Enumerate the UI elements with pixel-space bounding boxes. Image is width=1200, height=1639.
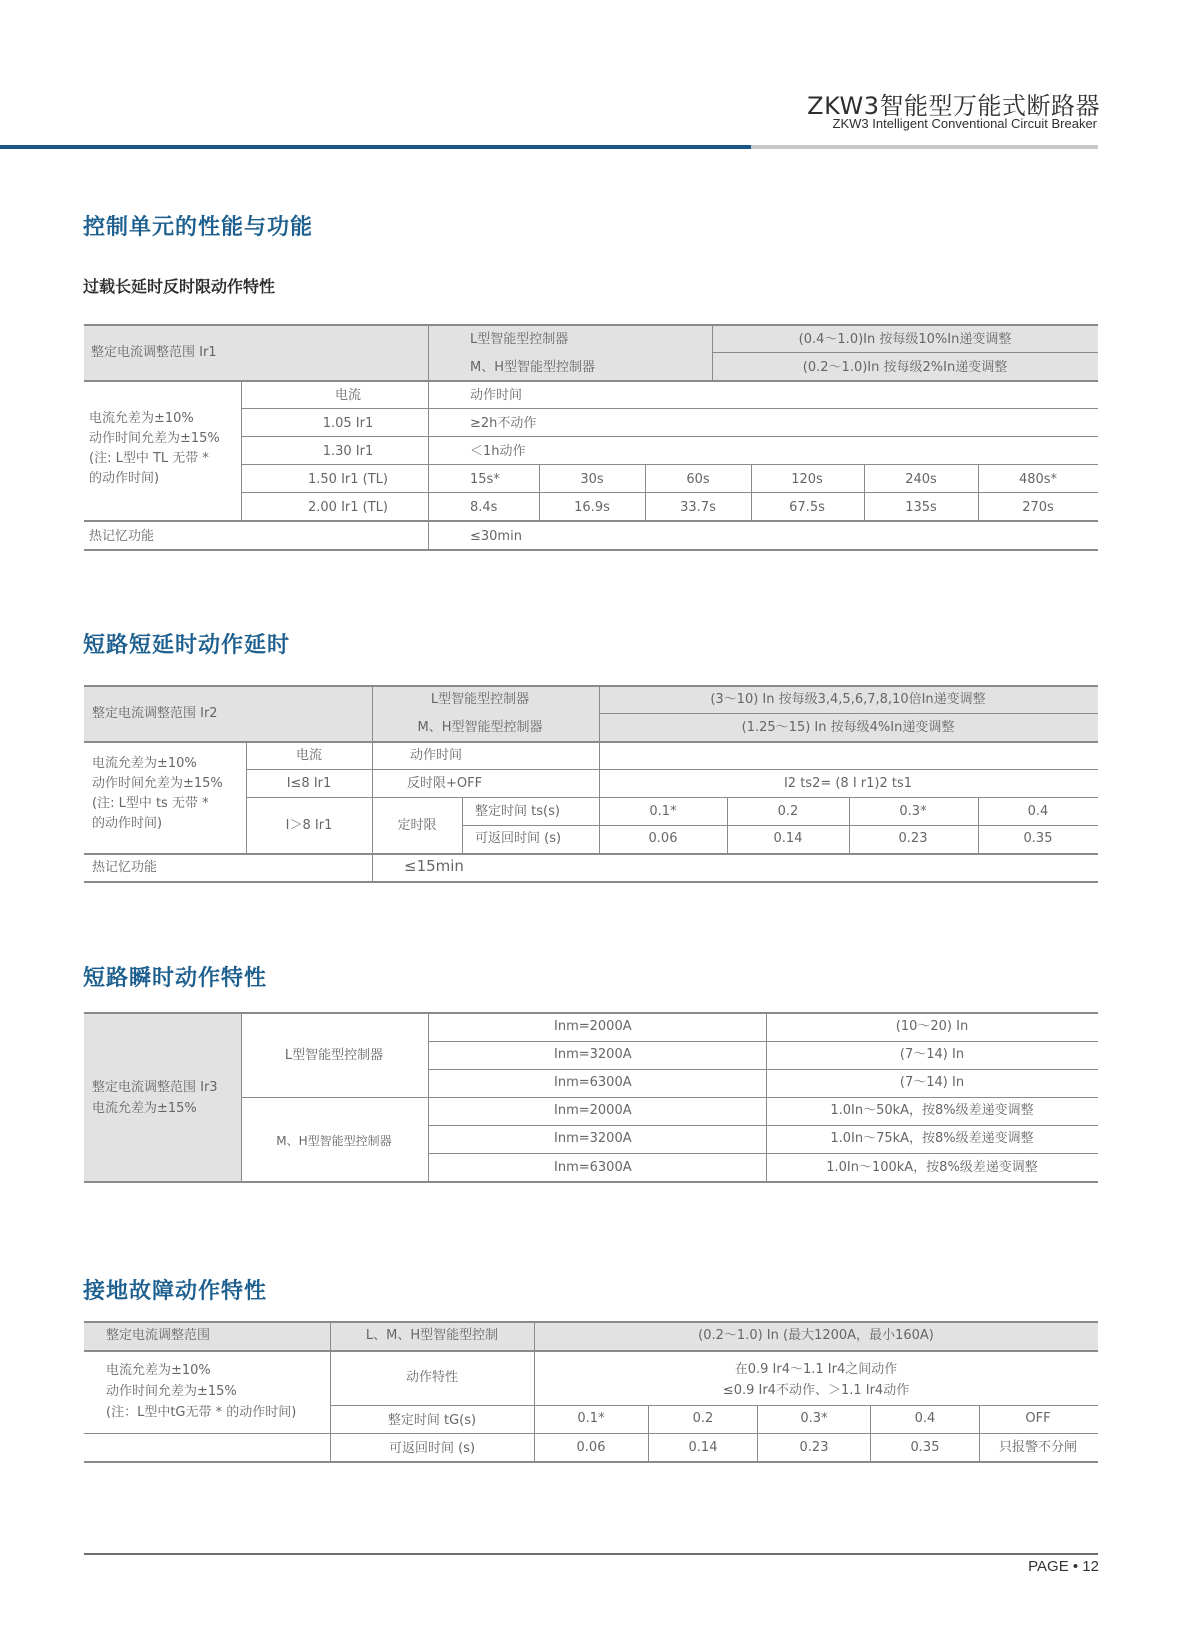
rule bbox=[246, 797, 1098, 798]
mh-controller-label: M、H型智能型控制器 bbox=[417, 720, 543, 735]
setting-value: 0.1* bbox=[577, 1411, 605, 1426]
rule bbox=[330, 1405, 1098, 1406]
rule bbox=[462, 825, 1098, 826]
l-range-value: (3～10) In 按每级3,4,5,6,7,8,10倍In递变调整 bbox=[710, 692, 986, 707]
return-value: 0.14 bbox=[688, 1440, 718, 1455]
mh-controller-label: M、H型智能型控制器 bbox=[276, 1134, 392, 1148]
rule bbox=[241, 1097, 1098, 1098]
rule bbox=[428, 1125, 1098, 1126]
setting-value: 0.1* bbox=[649, 804, 677, 819]
setting-value: 0.4 bbox=[1027, 804, 1049, 819]
rule bbox=[428, 1012, 429, 1182]
tl-value: 480s* bbox=[1018, 472, 1058, 487]
rule bbox=[428, 1069, 1098, 1070]
rule bbox=[428, 1041, 1098, 1042]
rule bbox=[84, 1321, 1098, 1323]
setting-value: 0.3* bbox=[899, 804, 927, 819]
note-line: (注: L型中 TL 无带 * bbox=[89, 451, 209, 466]
l-controller-label: L型智能型控制器 bbox=[284, 1048, 384, 1063]
rule bbox=[330, 1321, 331, 1462]
inm-cell: Inm=6300A bbox=[554, 1075, 632, 1090]
range-label: 整定电流调整范围 Ir1 bbox=[91, 345, 217, 360]
rule bbox=[84, 1012, 1098, 1014]
rule bbox=[599, 713, 1098, 714]
range-cell: (10～20) In bbox=[895, 1019, 969, 1034]
rule bbox=[534, 1321, 535, 1462]
rule bbox=[84, 853, 1098, 855]
rule bbox=[84, 685, 1098, 687]
tolerance-note bbox=[92, 754, 223, 834]
tl-value: 8.4s bbox=[470, 500, 498, 515]
rule bbox=[84, 1181, 1098, 1183]
rule bbox=[712, 352, 1098, 353]
range-cell: (7～14) In bbox=[899, 1075, 965, 1090]
rule bbox=[246, 769, 1098, 770]
section-title-short-delay: 短路短延时动作延时 bbox=[83, 633, 291, 658]
rule bbox=[246, 741, 247, 853]
tolerance-note bbox=[89, 409, 220, 489]
time-cell: 反时限+OFF bbox=[407, 776, 483, 791]
rule bbox=[757, 1405, 758, 1461]
inm-cell: Inm=3200A bbox=[554, 1047, 632, 1062]
rule bbox=[979, 1405, 980, 1461]
rule bbox=[648, 1405, 649, 1461]
setting-value: 0.4 bbox=[914, 1411, 936, 1426]
return-value: 0.06 bbox=[648, 831, 678, 846]
header-accent-bar bbox=[0, 145, 751, 149]
tl-value: 67.5s bbox=[789, 500, 825, 515]
rule bbox=[766, 1012, 767, 1182]
l-controller-label: L型智能型控制器 bbox=[470, 332, 569, 347]
tl-value: 240s bbox=[905, 472, 937, 487]
subsection-title-overload: 过载长延时反时限动作特性 bbox=[83, 277, 276, 296]
rule bbox=[539, 464, 540, 520]
setting-value: 0.2 bbox=[777, 804, 799, 819]
note-line: (注：L型中tG无带 * 的动作时间) bbox=[106, 1405, 297, 1420]
tl-value: 16.9s bbox=[574, 500, 610, 515]
range-value: (0.2～1.0) In (最大1200A，最小160A) bbox=[698, 1328, 934, 1343]
inm-cell: Inm=6300A bbox=[554, 1160, 632, 1175]
rule bbox=[978, 797, 979, 853]
rule bbox=[241, 464, 1098, 465]
rule bbox=[241, 380, 242, 520]
rule bbox=[645, 464, 646, 520]
rule bbox=[84, 741, 1098, 743]
time-cell: ＜1h动作 bbox=[470, 444, 526, 459]
document-title-cn: ZKW3智能型万能式断路器 bbox=[807, 92, 1100, 120]
tl-value: 60s bbox=[686, 472, 710, 487]
rule bbox=[462, 797, 463, 853]
range-label-line: 整定电流调整范围 Ir3 bbox=[92, 1080, 218, 1095]
thermal-memory-value: ≤15min bbox=[404, 857, 464, 875]
rule bbox=[84, 1461, 1098, 1463]
col-time-header: 动作时间 bbox=[410, 748, 463, 763]
return-value: 0.14 bbox=[773, 831, 803, 846]
range-cell: 1.0In～100kA，按8%级差递变调整 bbox=[826, 1160, 1038, 1175]
time-cell: ≥2h不动作 bbox=[470, 416, 537, 431]
rule bbox=[599, 685, 600, 853]
characteristic-line: ≤0.9 Ir4不动作、＞1.1 Ir4动作 bbox=[722, 1383, 910, 1398]
range-label: 整定电流调整范围 Ir2 bbox=[92, 706, 218, 721]
rule bbox=[849, 797, 850, 853]
thermal-memory-value: ≤30min bbox=[470, 529, 522, 544]
thermal-memory-label: 热记忆功能 bbox=[89, 529, 155, 544]
section-title-ground-fault: 接地故障动作特性 bbox=[83, 1279, 268, 1304]
section-title-control-unit: 控制单元的性能与功能 bbox=[83, 215, 314, 240]
tl-value: 120s bbox=[791, 472, 823, 487]
page-number: PAGE • 12 bbox=[1028, 1558, 1099, 1575]
rule bbox=[241, 408, 1098, 409]
setting-value: 0.2 bbox=[692, 1411, 714, 1426]
definite-time-label: 定时限 bbox=[397, 818, 437, 833]
inverse-time-formula: I2 ts2= (8 I r1)2 ts1 bbox=[783, 776, 913, 791]
tl-value: 15s* bbox=[470, 472, 500, 487]
rule bbox=[84, 549, 1098, 551]
col-time-header: 动作时间 bbox=[470, 388, 523, 403]
rule bbox=[84, 520, 1098, 522]
range-label-line: 电流允差为±15% bbox=[92, 1101, 197, 1116]
inm-cell: Inm=2000A bbox=[554, 1103, 632, 1118]
note-line: 动作时间允差为±15% bbox=[89, 431, 220, 446]
setting-time-label: 整定时间 tG(s) bbox=[387, 1413, 477, 1428]
note-line: 动作时间允差为±15% bbox=[92, 776, 223, 791]
rule bbox=[84, 324, 1098, 326]
setting-value: 0.3* bbox=[800, 1411, 828, 1426]
tolerance-note bbox=[106, 1360, 296, 1423]
inm-cell: Inm=2000A bbox=[554, 1019, 632, 1034]
note-line: 的动作时间) bbox=[89, 471, 160, 486]
return-value: 0.23 bbox=[898, 831, 928, 846]
return-value: 0.35 bbox=[1023, 831, 1053, 846]
mh-range-value: (0.2～1.0)In 按每级2%In递变调整 bbox=[802, 360, 1008, 375]
mh-controller-label: M、H型智能型控制器 bbox=[470, 360, 595, 375]
tl-value: 135s bbox=[905, 500, 937, 515]
tl-value: 30s bbox=[580, 472, 604, 487]
section-title-instantaneous: 短路瞬时动作特性 bbox=[83, 966, 268, 991]
range-cell: 1.0In～50kA，按8%级差递变调整 bbox=[830, 1103, 1034, 1118]
footer-divider bbox=[84, 1553, 1098, 1555]
rule bbox=[241, 492, 1098, 493]
col-current-header: 电流 bbox=[295, 748, 323, 763]
note-line: 电流允差为±10% bbox=[89, 411, 194, 426]
rule bbox=[84, 1350, 1098, 1352]
rule bbox=[428, 324, 429, 550]
rule bbox=[864, 464, 865, 520]
current-cell: I≤8 Ir1 bbox=[286, 776, 332, 791]
rule bbox=[870, 1405, 871, 1461]
characteristic-label: 动作特性 bbox=[405, 1370, 459, 1385]
range-cell: 1.0In～75kA，按8%级差递变调整 bbox=[830, 1131, 1034, 1146]
note-line: 电流允差为±10% bbox=[106, 1363, 211, 1378]
current-cell: 2.00 Ir1 (TL) bbox=[308, 500, 388, 515]
rule bbox=[727, 797, 728, 853]
range-label bbox=[92, 1077, 218, 1119]
return-value: 0.35 bbox=[910, 1440, 940, 1455]
current-cell: 1.05 Ir1 bbox=[322, 416, 374, 431]
table-header-bg bbox=[84, 1322, 1098, 1350]
rule bbox=[84, 881, 1098, 883]
mh-range-value: (1.25～15) In 按每级4%In递变调整 bbox=[741, 720, 955, 735]
rule bbox=[978, 464, 979, 520]
inm-cell: Inm=3200A bbox=[554, 1131, 632, 1146]
note-line: 电流允差为±10% bbox=[92, 756, 197, 771]
range-cell: (7～14) In bbox=[899, 1047, 965, 1062]
rule bbox=[712, 324, 713, 380]
return-value: 0.06 bbox=[576, 1440, 606, 1455]
tl-value: 33.7s bbox=[680, 500, 716, 515]
current-cell: I＞8 Ir1 bbox=[285, 818, 333, 833]
controller-label: L、M、H型智能型控制 bbox=[365, 1328, 499, 1343]
rule bbox=[751, 464, 752, 520]
tl-value: 270s bbox=[1022, 500, 1054, 515]
document-title-en: ZKW3 Intelligent Conventional Circuit Breaker bbox=[832, 116, 1097, 131]
characteristic-line: 在0.9 Ir4～1.1 Ir4之间动作 bbox=[734, 1362, 898, 1377]
rule bbox=[428, 1153, 1098, 1154]
range-label: 整定电流调整范围 bbox=[106, 1328, 211, 1343]
thermal-memory-label: 热记忆功能 bbox=[92, 860, 158, 875]
note-line: 动作时间允差为±15% bbox=[106, 1384, 237, 1399]
rule bbox=[84, 1433, 1098, 1434]
characteristic-value bbox=[723, 1359, 909, 1401]
rule bbox=[241, 436, 1098, 437]
col-current-header: 电流 bbox=[334, 388, 362, 403]
current-cell: 1.30 Ir1 bbox=[322, 444, 374, 459]
rule bbox=[372, 685, 373, 882]
header-divider-bar bbox=[751, 145, 1098, 149]
l-range-value: (0.4～1.0)In 按每级10%In递变调整 bbox=[798, 332, 1012, 347]
note-line: (注: L型中 ts 无带 * bbox=[92, 796, 209, 811]
return-time-label: 可返回时间 (s) bbox=[388, 1441, 476, 1456]
setting-value: OFF bbox=[1025, 1411, 1051, 1426]
setting-time-label: 整定时间 ts(s) bbox=[475, 804, 560, 819]
rule bbox=[241, 1012, 242, 1182]
l-controller-label: L型智能型控制器 bbox=[430, 692, 530, 707]
current-cell: 1.50 Ir1 (TL) bbox=[308, 472, 388, 487]
return-value: 只报警不分闸 bbox=[998, 1440, 1078, 1455]
return-value: 0.23 bbox=[799, 1440, 829, 1455]
rule bbox=[84, 380, 1098, 382]
note-line: 的动作时间) bbox=[92, 816, 163, 831]
return-time-label: 可返回时间 (s) bbox=[475, 831, 562, 846]
